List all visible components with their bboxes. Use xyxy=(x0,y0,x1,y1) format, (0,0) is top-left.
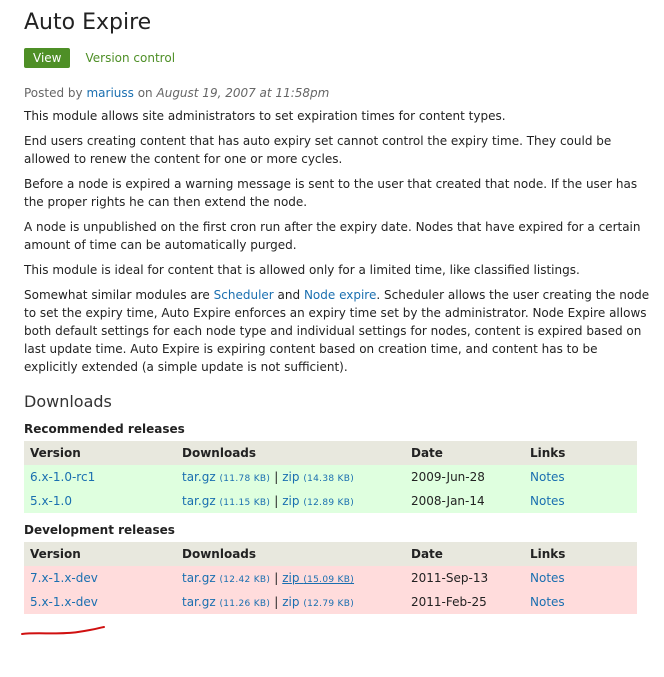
zip-label: zip xyxy=(282,470,300,484)
version-link[interactable]: 7.x-1.x-dev xyxy=(30,571,98,585)
release-date: 2009-Jun-28 xyxy=(405,465,524,489)
zip-link[interactable] xyxy=(282,571,354,585)
separator: | xyxy=(274,595,279,609)
column-version: Version xyxy=(24,441,176,465)
downloads-heading: Downloads xyxy=(24,392,112,411)
column-links: Links xyxy=(524,441,637,465)
table-row xyxy=(24,590,637,614)
notes-link[interactable]: Notes xyxy=(530,595,565,609)
notes-link[interactable]: Notes xyxy=(530,494,565,508)
release-date: 2011-Feb-25 xyxy=(405,590,524,614)
p6-text-a: Somewhat similar modules are xyxy=(24,288,210,302)
description-paragraph-4: A node is unpublished on the first cron run after the expiry date. Nodes that have expired for a certain amount of time can be automatically purged. xyxy=(24,220,641,252)
zip-size: (12.79 KB) xyxy=(303,599,355,609)
download-cell xyxy=(176,590,405,614)
posted-date: August 19, 2007 at 11:58pm xyxy=(156,86,330,100)
development-releases-heading: Development releases xyxy=(24,523,175,537)
zip-link[interactable] xyxy=(282,595,354,609)
targz-link[interactable] xyxy=(182,571,270,585)
targz-label: tar.gz xyxy=(182,595,216,609)
scheduler-link[interactable]: Scheduler xyxy=(213,288,274,302)
table-row xyxy=(24,566,637,590)
posted-prefix: Posted by xyxy=(24,86,83,100)
targz-label: tar.gz xyxy=(182,470,216,484)
zip-link[interactable] xyxy=(282,470,354,484)
description-paragraph-5: This module is ideal for content that is allowed only for a limited time, like classified listings. xyxy=(24,263,580,277)
description-paragraph-2: End users creating content that has auto expiry set cannot control the expiry time. They could be allowed to renew the content for one or more cycles. xyxy=(24,134,612,166)
development-releases-table xyxy=(24,542,637,614)
table-header-row xyxy=(24,542,637,566)
zip-size: (14.38 KB) xyxy=(303,474,355,484)
targz-label: tar.gz xyxy=(182,494,216,508)
version-link[interactable]: 6.x-1.0-rc1 xyxy=(30,470,96,484)
zip-size: (15.09 KB) xyxy=(303,575,355,585)
column-date: Date xyxy=(405,441,524,465)
tab-view[interactable]: View xyxy=(24,48,70,68)
targz-link[interactable] xyxy=(182,595,270,609)
author-link[interactable]: mariuss xyxy=(86,86,134,100)
targz-label: tar.gz xyxy=(182,571,216,585)
description-paragraph-3: Before a node is expired a warning message is sent to the user that created that node. If the user has the proper rights he can then extend the node. xyxy=(24,177,638,209)
release-date: 2011-Sep-13 xyxy=(405,566,524,590)
posted-on: on xyxy=(137,86,153,100)
p6-text-c: . Scheduler allows the user creating the node to set the expiry time, Auto Expire enforces an expiry time set by the administrator. Node Expire allows both default settings for each node type and individual settings for nodes, content is expired based on last update time. Auto Expire is expiring content based on creation time, and content has to be explicitly extended (a simple update is not sufficient). xyxy=(24,288,650,374)
targz-size: (11.78 KB) xyxy=(219,474,271,484)
separator: | xyxy=(274,571,279,585)
recommended-releases-table xyxy=(24,441,637,513)
zip-label: zip xyxy=(282,494,300,508)
project-page xyxy=(24,0,650,614)
separator: | xyxy=(274,470,279,484)
notes-link[interactable]: Notes xyxy=(530,470,565,484)
targz-link[interactable] xyxy=(182,494,270,508)
version-link[interactable]: 5.x-1.x-dev xyxy=(30,595,98,609)
posted-by-line xyxy=(24,86,650,101)
tabs xyxy=(24,48,650,68)
separator: | xyxy=(274,494,279,508)
recommended-releases-heading: Recommended releases xyxy=(24,422,185,436)
description-paragraph-1: This module allows site administrators to set expiration times for content types. xyxy=(24,109,506,123)
release-date: 2008-Jan-14 xyxy=(405,489,524,513)
node-expire-link[interactable]: Node expire xyxy=(303,288,377,302)
zip-size: (12.89 KB) xyxy=(303,498,355,508)
zip-label: zip xyxy=(282,571,300,585)
targz-size: (11.15 KB) xyxy=(219,498,271,508)
column-version: Version xyxy=(24,542,176,566)
zip-label: zip xyxy=(282,595,300,609)
column-downloads: Downloads xyxy=(176,441,405,465)
download-cell xyxy=(176,489,405,513)
table-row xyxy=(24,489,637,513)
table-row xyxy=(24,465,637,489)
table-header-row xyxy=(24,441,637,465)
targz-size: (11.26 KB) xyxy=(219,599,271,609)
download-cell xyxy=(176,566,405,590)
notes-link[interactable]: Notes xyxy=(530,571,565,585)
red-annotation-underline xyxy=(18,623,108,637)
targz-link[interactable] xyxy=(182,470,270,484)
tab-version-control[interactable]: Version control xyxy=(85,51,176,65)
targz-size: (12.42 KB) xyxy=(219,575,271,585)
download-cell xyxy=(176,465,405,489)
column-links: Links xyxy=(524,542,637,566)
zip-link[interactable] xyxy=(282,494,354,508)
page-title: Auto Expire xyxy=(24,10,152,35)
column-downloads: Downloads xyxy=(176,542,405,566)
p6-text-b: and xyxy=(277,288,301,302)
description-paragraph-6 xyxy=(24,286,650,376)
version-link[interactable]: 5.x-1.0 xyxy=(30,494,72,508)
column-date: Date xyxy=(405,542,524,566)
